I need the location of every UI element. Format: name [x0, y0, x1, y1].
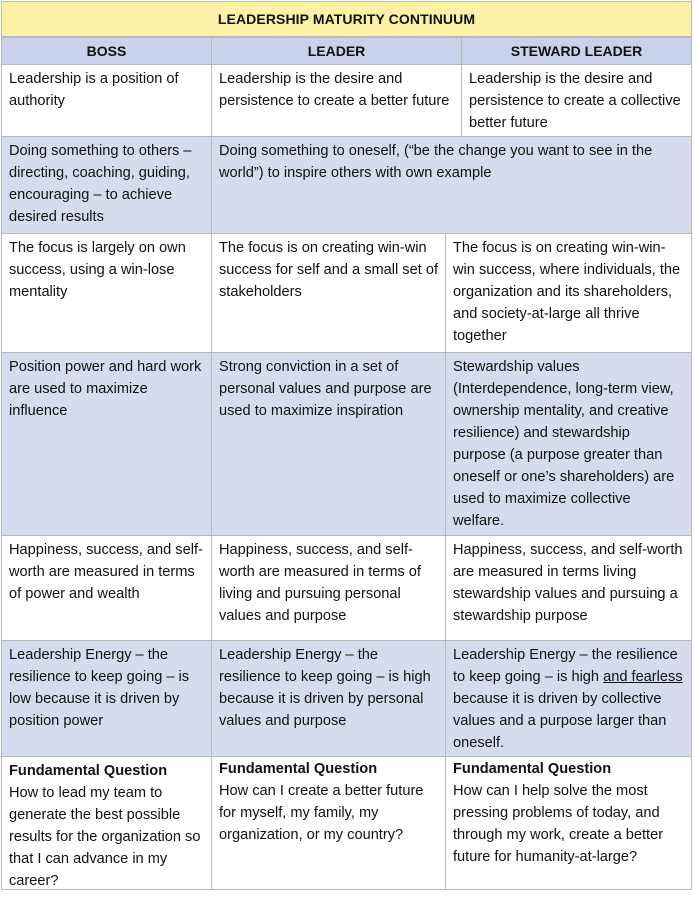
r7-boss-label: Fundamental Question	[9, 763, 168, 779]
header-steward-leader: STEWARD LEADER	[461, 37, 692, 65]
r7-steward	[445, 756, 692, 890]
r7-boss	[1, 756, 212, 890]
r6-boss: Leadership Energy – the resilience to keep going – is low because it is driven by position power	[1, 640, 212, 757]
r7-leader	[211, 756, 446, 890]
r5-steward: Happiness, success, and self-worth are measured in terms living stewardship values and pursuing a stewardship purpose	[445, 535, 692, 641]
header-leader: LEADER	[211, 37, 462, 65]
r3-leader: The focus is on creating win-win success for self and a small set of stakeholders	[211, 233, 446, 353]
r1-boss: Leadership is a position of authority	[1, 64, 212, 137]
r4-leader: Strong conviction in a set of personal values and purpose are used to maximize inspiration	[211, 352, 446, 536]
r4-boss: Position power and hard work are used to maximize influence	[1, 352, 212, 536]
r1-steward: Leadership is the desire and persistence to create a collective better future	[461, 64, 692, 137]
r1-leader: Leadership is the desire and persistence to create a better future	[211, 64, 462, 137]
r6-steward-pre: Leadership Energy – the resilience to keep going – is high	[453, 647, 678, 685]
r5-boss: Happiness, success, and self-worth are measured in terms of power and wealth	[1, 535, 212, 641]
r7-steward-text: How can I help solve the most pressing problems of today, and through my work, create a better future for humanity-at-large?	[453, 783, 664, 865]
r2-boss: Doing something to others – directing, coaching, guiding, encouraging – to achieve desired results	[1, 136, 212, 234]
r6-steward-underlined: and fearless	[603, 669, 683, 685]
r3-steward: The focus is on creating win-win-win success, where individuals, the organization and its shareholders, and society-at-large all thrive together	[445, 233, 692, 353]
r6-leader: Leadership Energy – the resilience to keep going – is high because it is driven by personal values and purpose	[211, 640, 446, 757]
r4-steward: Stewardship values (Interdependence, long-term view, ownership mentality, and creative resilience) and stewardship purpose (a purpose greater than oneself or one’s shareholders) are used to maximize collective welfare.	[445, 352, 692, 536]
r7-leader-text: How can I create a better future for myself, my family, my organization, or my country?	[219, 783, 424, 843]
r6-steward-post: because it is driven by collective values and a purpose larger than oneself.	[453, 691, 667, 751]
r3-boss: The focus is largely on own success, using a win-lose mentality	[1, 233, 212, 353]
r7-boss-text: How to lead my team to generate the best possible results for the organization so that I can advance in my career?	[9, 785, 201, 889]
table-title: LEADERSHIP MATURITY CONTINUUM	[1, 1, 692, 37]
r7-leader-label: Fundamental Question	[219, 761, 378, 777]
r7-steward-label: Fundamental Question	[453, 761, 612, 777]
maturity-table	[1, 1, 692, 890]
r6-steward	[445, 640, 692, 757]
r2-leader-steward-merged: Doing something to oneself, (“be the change you want to see in the world”) to inspire others with own example	[211, 136, 692, 234]
r5-leader: Happiness, success, and self-worth are measured in terms of living and pursuing personal values and purpose	[211, 535, 446, 641]
header-boss: BOSS	[1, 37, 212, 65]
